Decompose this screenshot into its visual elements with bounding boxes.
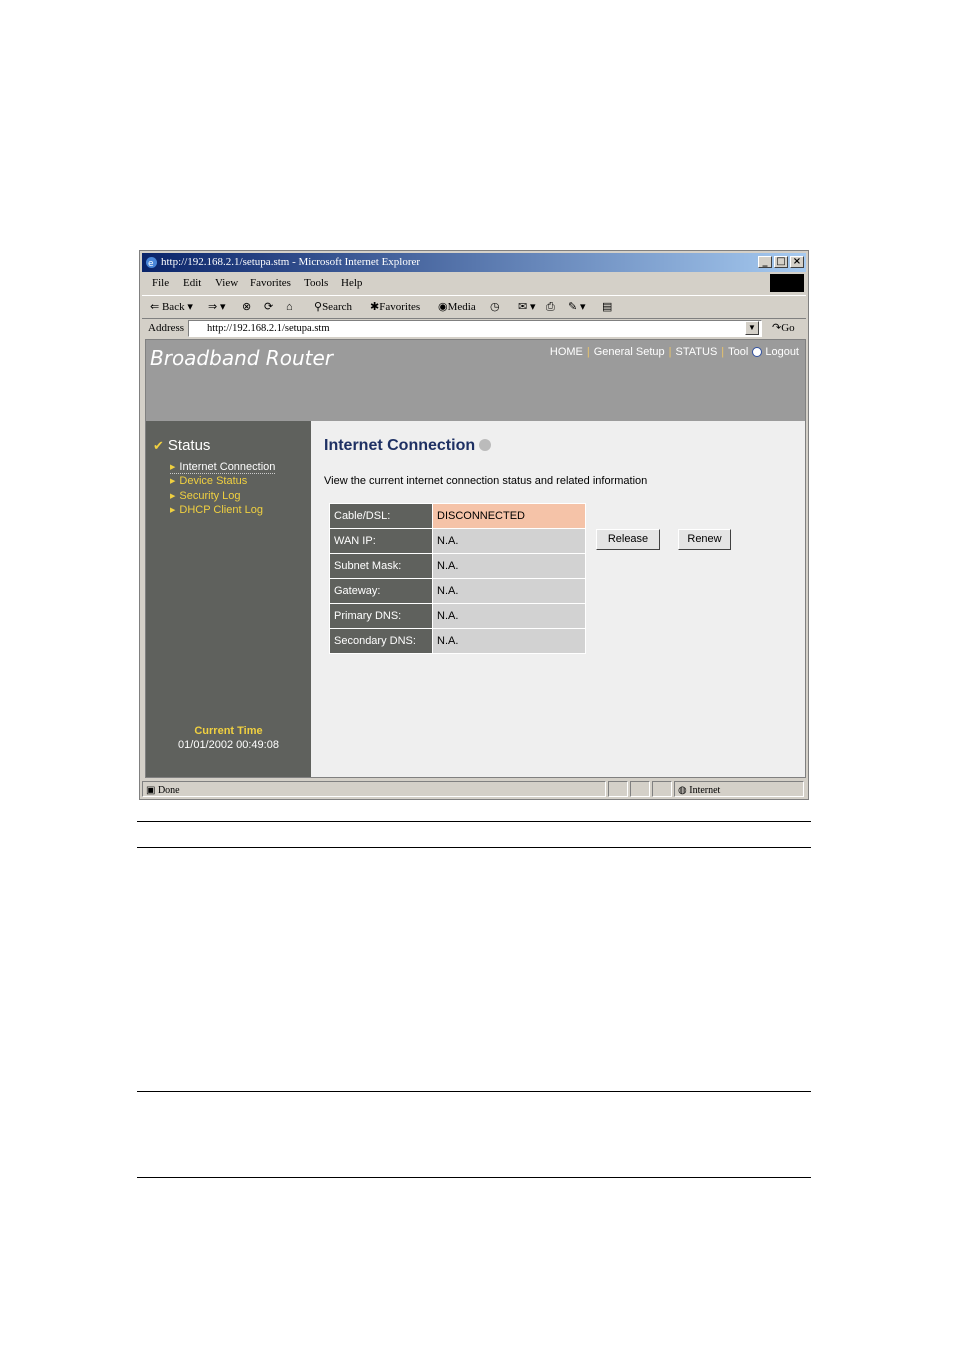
status-pane: ▣ Done — [142, 781, 606, 797]
title-bar — [142, 253, 806, 272]
brand-title: Broadband Router — [150, 346, 333, 370]
table-row — [330, 554, 586, 579]
menu-file[interactable]: File — [152, 277, 170, 289]
go-button[interactable]: ↷Go — [772, 322, 795, 334]
current-time-label: Current Time — [194, 725, 263, 737]
row-key: Cable/DSL: — [330, 504, 433, 529]
check-icon: ✔ — [153, 438, 164, 453]
go-arrow-icon: ↷ — [772, 322, 782, 334]
address-label: Address — [148, 322, 185, 334]
menu-edit[interactable]: Edit — [183, 277, 202, 289]
search-button[interactable]: ⚲Search — [314, 301, 352, 313]
arrow-right-icon: ▶ — [170, 507, 176, 514]
divider — [137, 821, 811, 822]
row-key: Primary DNS: — [330, 604, 433, 629]
row-value: N.A. — [433, 554, 586, 579]
favorites-button[interactable]: ✱Favorites — [370, 301, 421, 313]
sidebar-item-device-status[interactable]: ▶ Device Status — [170, 475, 248, 487]
sidebar-item-security-log[interactable]: ▶ Security Log — [170, 490, 241, 502]
svg-text:e: e — [148, 259, 154, 269]
browser-window — [139, 250, 809, 800]
logout-icon — [752, 347, 762, 357]
address-input[interactable]: http://192.168.2.1/setupa.stm — [188, 320, 762, 337]
row-value: N.A. — [433, 579, 586, 604]
media-button[interactable]: ◉Media — [438, 301, 476, 313]
renew-button[interactable]: Renew — [678, 529, 731, 550]
arrow-right-icon: ▶ — [170, 478, 176, 485]
row-value: N.A. — [433, 629, 586, 654]
sidebar-item-dhcp-client-log[interactable]: ▶ DHCP Client Log — [170, 504, 263, 516]
toolbar — [142, 295, 806, 319]
connection-info-table — [329, 503, 586, 654]
menu-view[interactable]: View — [215, 277, 239, 289]
nav-status[interactable]: STATUS — [675, 346, 718, 358]
address-dropdown-icon[interactable]: ▼ — [745, 321, 759, 335]
edit-icon[interactable]: ✎ ▾ — [568, 301, 586, 313]
menu-help[interactable]: Help — [341, 277, 363, 289]
back-arrow-icon: ⇐ — [150, 301, 160, 313]
arrow-right-icon: ▶ — [170, 464, 176, 471]
forward-button[interactable]: ⇒ ▾ — [208, 301, 226, 313]
windows-logo-icon — [770, 274, 804, 292]
divider — [137, 847, 811, 848]
page-title: Internet Connection — [324, 437, 491, 455]
zone-pane: ◍ Internet — [674, 781, 804, 797]
table-row — [330, 629, 586, 654]
maximize-button[interactable]: □ — [774, 256, 788, 268]
release-button[interactable]: Release — [596, 529, 660, 550]
row-value: N.A. — [433, 529, 586, 554]
nav-logout[interactable]: Logout — [765, 346, 799, 358]
favorites-icon: ✱ — [370, 301, 380, 313]
menu-bar — [142, 273, 806, 293]
search-icon: ⚲ — [314, 301, 323, 313]
divider — [137, 1177, 811, 1178]
mail-icon[interactable]: ✉ ▾ — [518, 301, 536, 313]
sidebar-title: ✔ Status — [153, 437, 211, 454]
page-content — [145, 339, 806, 778]
nav-home[interactable]: HOME — [549, 346, 583, 358]
page-done-icon: ▣ — [146, 785, 156, 796]
current-time-value: 01/01/2002 00:49:08 — [178, 739, 279, 751]
sidebar-item-internet-connection[interactable]: ▶ Internet Connection — [170, 461, 276, 473]
table-row — [330, 529, 586, 554]
row-value: N.A. — [433, 604, 586, 629]
back-button[interactable]: ⇐ Back ▾ — [150, 301, 193, 313]
menu-favorites[interactable]: Favorites — [250, 277, 291, 289]
main-panel — [311, 421, 806, 778]
router-header — [146, 340, 805, 421]
ie-logo-icon — [145, 256, 158, 269]
nav-general-setup[interactable]: General Setup — [593, 346, 665, 358]
home-icon[interactable]: ⌂ — [286, 301, 293, 313]
row-value: DISCONNECTED — [433, 504, 586, 529]
stop-icon[interactable]: ⊗ — [242, 301, 252, 313]
status-bar — [142, 780, 806, 798]
row-key: WAN IP: — [330, 529, 433, 554]
row-key: Gateway: — [330, 579, 433, 604]
history-icon[interactable]: ◷ — [490, 301, 500, 313]
refresh-icon[interactable]: ⟳ — [264, 301, 274, 313]
window-title: http://192.168.2.1/setupa.stm - Microsoft Internet Explorer — [161, 256, 421, 268]
sidebar — [146, 421, 311, 778]
table-row — [330, 604, 586, 629]
close-button[interactable]: × — [790, 256, 804, 268]
help-icon[interactable] — [479, 439, 491, 451]
row-key: Secondary DNS: — [330, 629, 433, 654]
discuss-icon[interactable]: ▤ — [602, 301, 613, 313]
row-key: Subnet Mask: — [330, 554, 433, 579]
menu-tools[interactable]: Tools — [304, 277, 329, 289]
address-bar — [142, 318, 806, 339]
media-icon: ◉ — [438, 301, 448, 313]
top-nav: HOME | General Setup | STATUS | Tool Logout — [549, 346, 799, 358]
globe-icon: ◍ — [678, 785, 687, 796]
table-row — [330, 579, 586, 604]
table-row — [330, 504, 586, 529]
arrow-right-icon: ▶ — [170, 493, 176, 500]
print-icon[interactable]: ⎙ — [546, 301, 555, 313]
page-description: View the current internet connection status and related information — [324, 475, 648, 487]
nav-tool[interactable]: Tool — [728, 346, 749, 358]
minimize-button[interactable]: _ — [758, 256, 772, 268]
divider — [137, 1091, 811, 1092]
